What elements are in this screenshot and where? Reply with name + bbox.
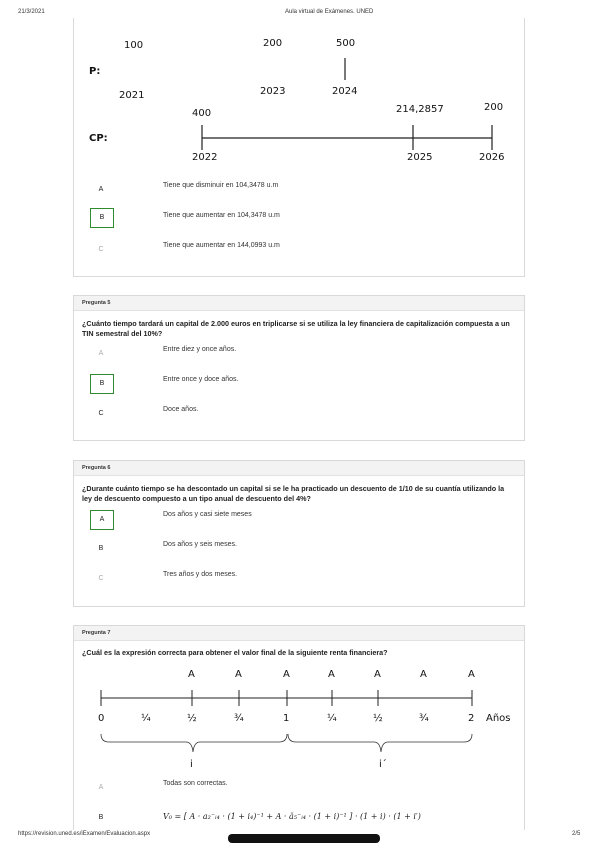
p-label: P:	[89, 66, 101, 77]
p-year-2: 2023	[260, 86, 286, 97]
payment-a-3: A	[283, 669, 290, 680]
print-title: Aula virtual de Exámenes. UNED	[285, 9, 374, 15]
option-c-text: Doce años.	[163, 406, 199, 413]
question-6-text: ¿Durante cuánto tiempo se ha descontado un capital si se le ha practicado un descuento de 1/10 de su cuantía utilizando la ley de descuento compuesto a un tipo anual de descuento del 4%?	[82, 484, 505, 503]
option-a-text: Tiene que disminuir en 104,3478 u.m	[163, 182, 279, 189]
tick-label-0: 0	[98, 713, 105, 724]
option-a-text: Dos años y casi siete meses	[163, 511, 252, 518]
question-5-text: ¿Cuánto tiempo tardará un capital de 2.000 euros en triplicarse si se utiliza la ley financiera de capitalización compuesta a un TIN semestral del 10%?	[82, 319, 510, 338]
option-a-letter[interactable]: A	[98, 784, 104, 791]
tick-label-half: ½	[187, 713, 197, 724]
option-b-text: Dos años y seis meses.	[163, 541, 237, 548]
option-c-letter[interactable]: C	[98, 410, 104, 417]
cp-year-2: 2025	[407, 152, 433, 163]
option-c-text: Tres años y dos meses.	[163, 571, 238, 578]
cp-amount-3: 200	[484, 102, 504, 113]
cp-year-1: 2022	[192, 152, 218, 163]
payment-a-6: A	[420, 669, 427, 680]
option-b-letter[interactable]: B	[98, 814, 104, 821]
print-date: 21/3/2021	[18, 9, 45, 15]
option-b-letter-selected[interactable]: B	[90, 208, 114, 228]
question-7-card	[73, 625, 525, 830]
option-a-text: Entre diez y once años.	[163, 346, 237, 353]
tick-label-1-quarter: ¼	[327, 713, 337, 724]
option-a-letter-selected[interactable]: A	[90, 510, 114, 530]
footer-page: 2/5	[572, 831, 581, 837]
payment-a-1: A	[188, 669, 195, 680]
option-c-letter[interactable]: C	[98, 246, 104, 253]
tick-label-1: 1	[283, 713, 290, 724]
question-5-card	[73, 295, 525, 441]
cp-amount-1: 400	[192, 108, 212, 119]
question-6-card	[73, 460, 525, 607]
p-amount-3: 500	[336, 38, 356, 49]
option-b-text: Tiene que aumentar en 104,3478 u.m	[163, 212, 280, 219]
cp-year-3: 2026	[479, 152, 505, 163]
payment-a-7: A	[468, 669, 475, 680]
question-5-label: Pregunta 5	[82, 300, 111, 306]
option-b-letter-selected[interactable]: B	[90, 374, 114, 394]
axis-unit: Años	[486, 713, 511, 724]
option-b-text: Entre once y doce años.	[163, 376, 239, 383]
question-5-header	[74, 296, 524, 311]
annuity-timeline	[74, 626, 526, 776]
payment-a-4: A	[328, 669, 335, 680]
question-6-label: Pregunta 6	[82, 465, 111, 471]
question-7-text: ¿Cuál es la expresión correcta para obtener el valor final de la siguiente renta financiera?	[82, 648, 388, 657]
rate-i-prime: i´	[379, 759, 387, 770]
question-4-card	[73, 18, 525, 277]
option-a-letter[interactable]: A	[98, 350, 104, 357]
tick-label-three-quarter: ¾	[234, 713, 244, 724]
cp-amount-2: 214,2857	[396, 104, 444, 115]
cp-label: CP:	[89, 133, 108, 144]
option-a-letter[interactable]: A	[98, 186, 104, 193]
payment-a-2: A	[235, 669, 242, 680]
tick-label-1-three-quarter: ¾	[419, 713, 429, 724]
p-year-3: 2024	[332, 86, 358, 97]
option-b-letter[interactable]: B	[98, 545, 104, 552]
option-b-formula: V₀ = [ A · a₂⁻ᵢ₄ · (1 + i₄)⁻¹ + A · ä₅⁻ᵢ₄ · (1 + i)⁻¹ ] · (1 + i) · (1 + i′)	[163, 812, 421, 821]
option-a-text: Todas son correctas.	[163, 780, 228, 787]
p-amount-1: 100	[124, 40, 144, 51]
footer-url: https://revision.uned.es/iExamen/Evaluacion.aspx	[18, 831, 151, 837]
option-c-letter[interactable]: C	[98, 575, 104, 582]
tick-label-1-half: ½	[373, 713, 383, 724]
question-7-label: Pregunta 7	[82, 630, 111, 636]
tick-label-2: 2	[468, 713, 475, 724]
rate-i: i	[190, 759, 193, 770]
payment-a-5: A	[374, 669, 381, 680]
brace-second-year	[288, 734, 472, 752]
question-6-header	[74, 461, 524, 476]
p-year-1: 2021	[119, 90, 145, 101]
p-amount-2: 200	[263, 38, 283, 49]
brace-first-year	[101, 734, 287, 752]
tick-label-quarter: ¼	[141, 713, 151, 724]
option-c-text: Tiene que aumentar en 144,0993 u.m	[163, 242, 280, 249]
redaction-bar	[228, 834, 380, 843]
